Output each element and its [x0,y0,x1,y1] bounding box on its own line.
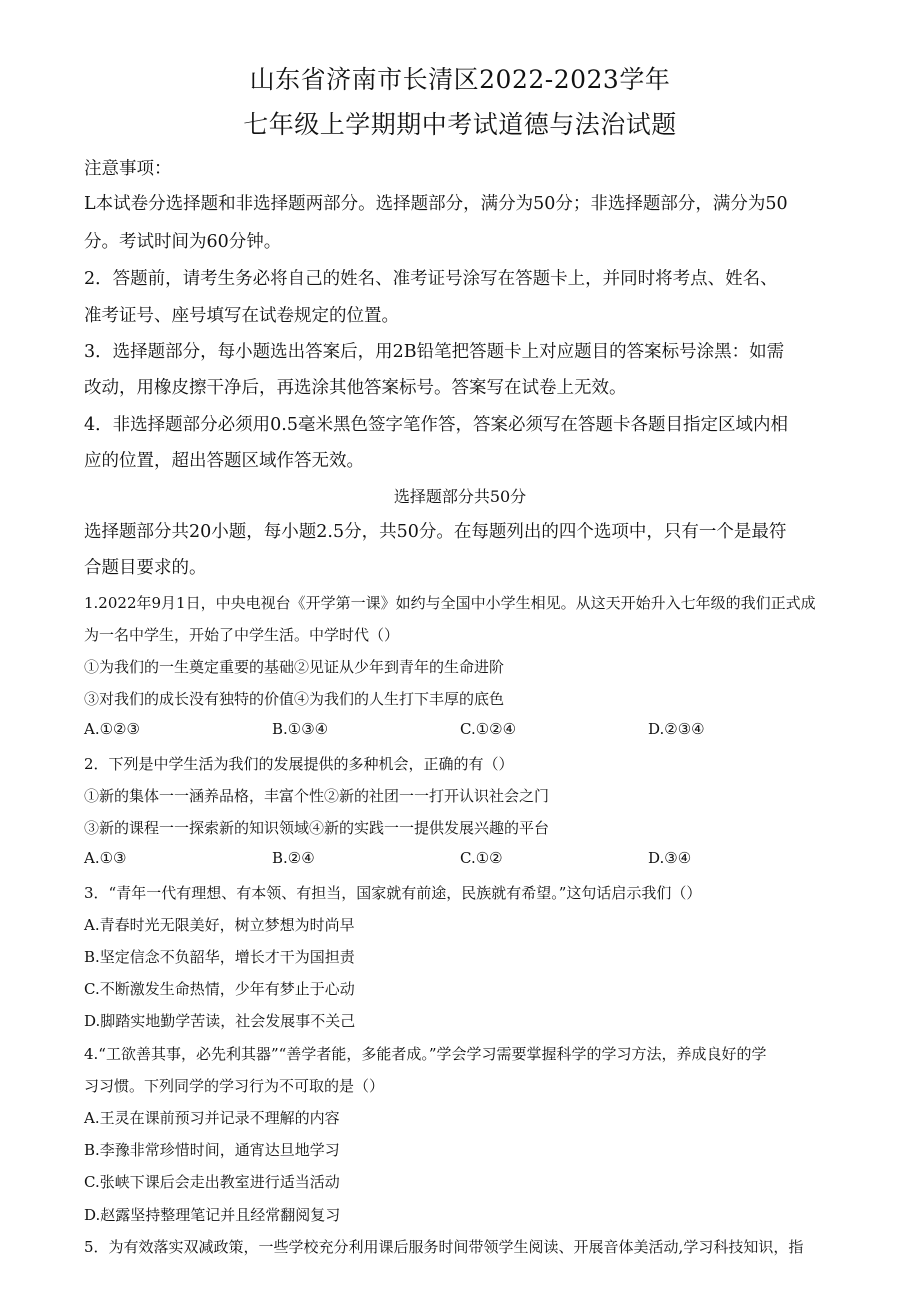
q4-stem-line1: 4.“工欲善其事，必先利其器”“善学者能，多能者成。”学会学习需要掌握科学的学习方法，养成良好的学 [84,1045,767,1063]
section-intro-line2: 合题目要求的。 [84,558,207,578]
notice-line: 分。考试时间为60分钟。 [84,232,282,252]
notice-line: 2．答题前，请考生务必将自己的姓名、准考证号涂写在答题卡上，并同时将考点、姓名、 [84,269,778,289]
section-intro-line1: 选择题部分共20小题，每小题2.5分，共50分。在每题列出的四个选项中，只有一个是最符 [84,522,787,542]
notice-line: 应的位置，超出答题区域作答无效。 [84,451,364,471]
notice-heading: 注意事项： [84,159,172,179]
q4-option-a[interactable]: A.王灵在课前预习并记录不理解的内容 [84,1109,340,1127]
q2-stem: 2．下列是中学生活为我们的发展提供的多种机会，正确的有（） [84,755,514,773]
q5-stem-line1: 5．为有效落实双减政策，一些学校充分利用课后服务时间带领学生阅读、开展音体美活动,学习科技知识，指 [84,1238,804,1256]
q2-option-a[interactable]: A.①③ [84,849,127,867]
exam-title-line2: 七年级上学期期中考试道德与法治试题 [243,110,677,139]
q1-option-a[interactable]: A.①②③ [84,720,140,738]
q4-stem-line2: 习习惯。下列同学的学习行为不可取的是（） [84,1077,385,1095]
q2-item-line2: ③新的课程一一探索新的知识领域④新的实践一一提供发展兴趣的平台 [84,819,550,837]
q2-item-line1: ①新的集体一一涵养品格，丰富个性②新的社团一一打开认识社会之门 [84,787,550,805]
notice-line: 改动，用橡皮擦干净后，再选涂其他答案标号。答案写在试卷上无效。 [84,378,627,398]
q3-stem: 3．“青年一代有理想、有本领、有担当，国家就有前途，民族就有希望。”这句话启示我们（） [84,884,702,902]
q2-option-b[interactable]: B.②④ [272,849,315,867]
q1-stem-line2: 为一名中学生，开始了中学生活。中学时代（） [84,626,400,644]
q4-option-d[interactable]: D.赵露坚持整理笔记并且经常翻阅复习 [84,1206,341,1224]
q4-option-c[interactable]: C.张峡下课后会走出教室进行适当活动 [84,1173,340,1191]
q1-item-line2: ③对我们的成长没有独特的价值④为我们的人生打下丰厚的底色 [84,690,505,708]
q3-option-d[interactable]: D.脚踏实地勤学苦读，社会发展事不关己 [84,1012,356,1030]
q2-option-d[interactable]: D.③④ [648,849,692,867]
notice-line: 3．选择题部分，每小题选出答案后，用2B铅笔把答题卡上对应题目的答案标号涂黑：如需 [84,342,785,362]
q1-option-c[interactable]: C.①②④ [460,720,517,738]
q1-option-d[interactable]: D.②③④ [648,720,705,738]
q3-option-a[interactable]: A.青春时光无限美好，树立梦想为时尚早 [84,916,355,934]
section-title: 选择题部分共50分 [393,487,527,506]
q3-option-b[interactable]: B.坚定信念不负韶华，增长才干为国担责 [84,948,355,966]
exam-title-line1: 山东省济南市长清区2022-2023学年 [249,65,671,94]
q3-option-c[interactable]: C.不断激发生命热情，少年有梦止于心动 [84,980,355,998]
q1-option-b[interactable]: B.①③④ [272,720,329,738]
q2-option-c[interactable]: C.①② [460,849,503,867]
notice-line: 准考证号、座号填写在试卷规定的位置。 [84,306,399,326]
notice-line: L本试卷分选择题和非选择题两部分。选择题部分，满分为50分；非选择题部分，满分为50 [84,194,788,214]
q1-item-line1: ①为我们的一生奠定重要的基础②见证从少年到青年的生命进阶 [84,658,505,676]
q4-option-b[interactable]: B.李豫非常珍惜时间，通宵达旦地学习 [84,1141,340,1159]
q1-stem-line1: 1.2022年9月1日，中央电视台《开学第一课》如约与全国中小学生相见。从这天开始升入七年级的我们正式成 [84,594,816,612]
notice-line: 4．非选择题部分必须用0.5毫米黑色签字笔作答，答案必须写在答题卡各题目指定区域内相 [84,415,788,435]
